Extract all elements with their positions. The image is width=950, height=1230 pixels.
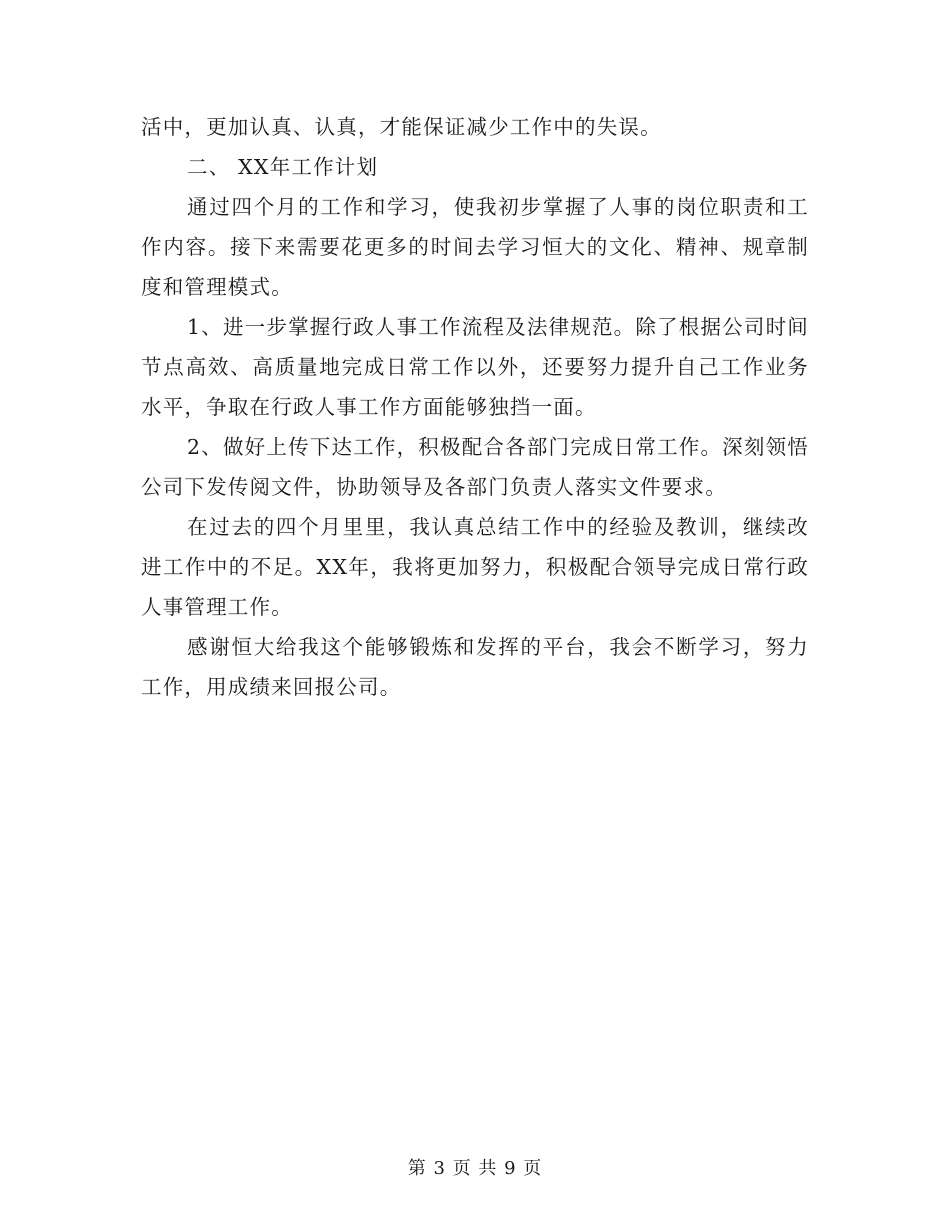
- paragraph-intro: 通过四个月的工作和学习，使我初步掌握了人事的岗位职责和工作内容。接下来需要花更多的时间去学习恒大的文化、精神、规章制度和管理模式。: [141, 195, 809, 299]
- paragraph-item-1: 1、进一步掌握行政人事工作流程及法律规范。除了根据公司时间节点高效、高质量地完成日常工作以外，还要努力提升自己工作业务水平，争取在行政人事工作方面能够独挡一面。: [141, 315, 809, 419]
- paragraph-item-2: 2、做好上传下达工作，积极配合各部门完成日常工作。深刻领悟公司下发传阅文件，协助领导及各部门负责人落实文件要求。: [141, 435, 809, 499]
- document-body: [141, 107, 809, 707]
- page-number-footer: 第 3 页 共 9 页: [407, 1158, 543, 1179]
- paragraph-closing: 感谢恒大给我这个能够锻炼和发挥的平台，我会不断学习，努力工作，用成绩来回报公司。: [141, 635, 809, 699]
- section-heading: 二、 XX年工作计划: [187, 155, 379, 179]
- paragraph-summary: 在过去的四个月里里，我认真总结工作中的经验及教训，继续改进工作中的不足。XX年，我将更加努力，积极配合领导完成日常行政人事管理工作。: [141, 515, 809, 619]
- paragraph-continuation: 活中，更加认真、认真，才能保证减少工作中的失误。: [141, 115, 662, 139]
